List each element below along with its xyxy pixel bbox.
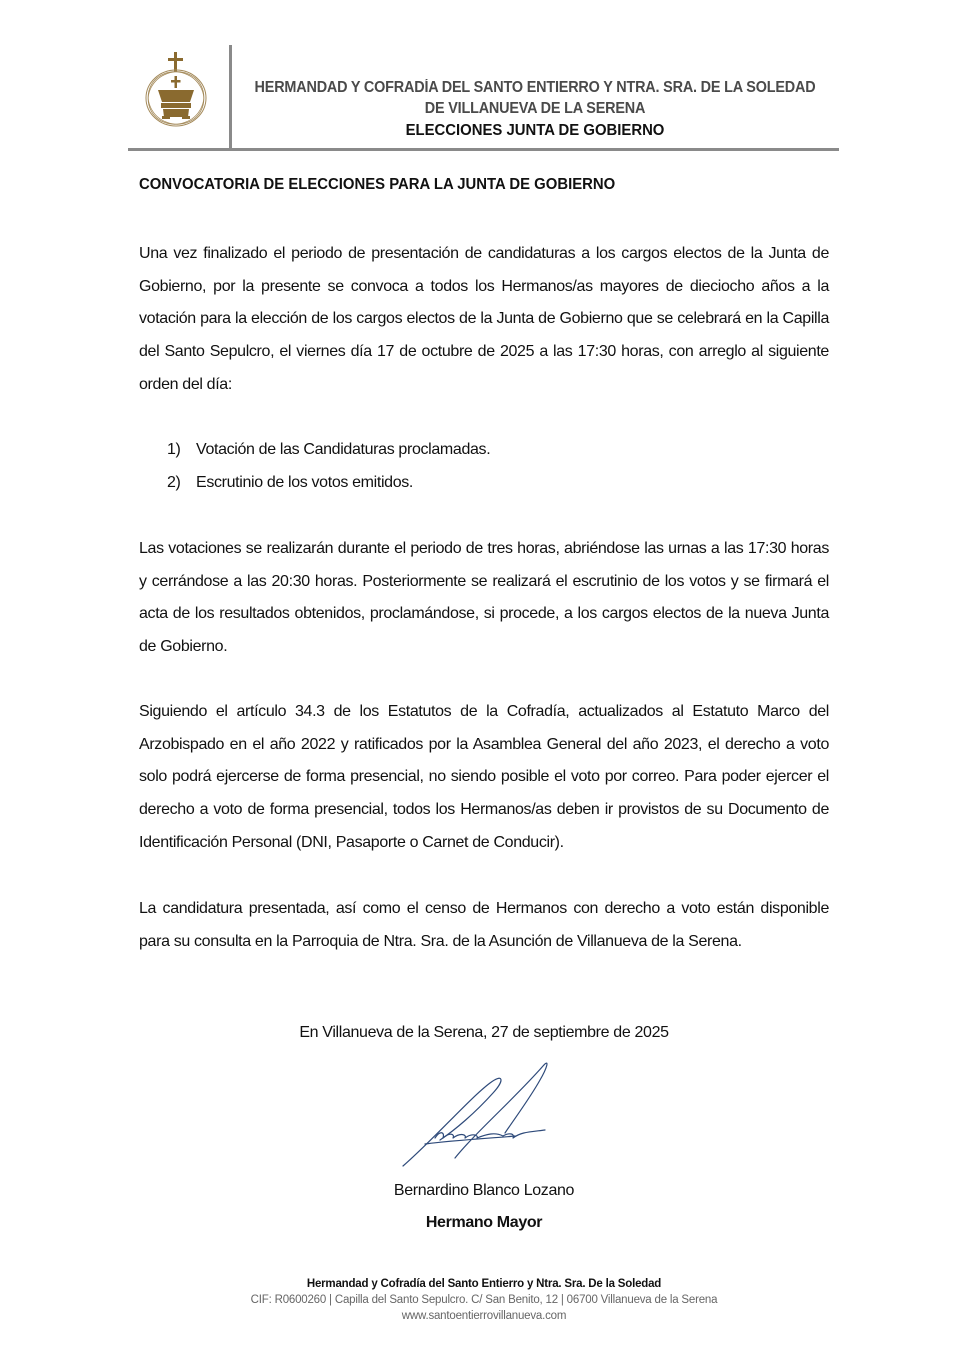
signer-role: Hermano Mayor [425, 1214, 543, 1231]
brotherhood-crest-icon [140, 50, 212, 130]
paragraph-candidature-census: La candidatura presentada, así como el censo de Hermanos con derecho a voto están disponible para su consulta en la Parroquia de Ntra. Sra. de la Asunción de Villanueva de la Serena. [139, 900, 829, 950]
agenda-list [167, 434, 490, 499]
footer-organization-name: Hermandad y Cofradía del Santo Entierro y Ntra. Sra. De la Soledad [306, 1278, 662, 1290]
page-footer [0, 1276, 968, 1324]
paragraph-convocation: Una vez finalizado el periodo de presentación de candidaturas a los cargos electos de la Junta de Gobierno, por la presente se convoca a todos los Hermanos/as mayores de dieciocho años a la votación para la elección de los cargos electos de la Junta de Gobierno que se celebrará en la Capilla del Santo Sepulcro, el viernes día 17 de octubre de 2025 a las 17:30 horas, con arreglo al siguiente orden del día: [139, 245, 829, 393]
signer-name: Bernardino Blanco Lozano [393, 1182, 575, 1199]
agenda-item-number: 2) [167, 473, 181, 491]
agenda-item-number: 1) [167, 441, 181, 458]
handwritten-signature-icon [395, 1058, 565, 1173]
agenda-item-text: Votación de las Candidaturas proclamadas. [196, 441, 491, 458]
organization-title-line2: DE VILLANUEVA DE LA SERENA [424, 100, 646, 117]
agenda-item [167, 467, 490, 500]
document-heading: CONVOCATORIA DE ELECCIONES PARA LA JUNTA DE GOBIERNO [139, 176, 616, 193]
agenda-item [167, 434, 490, 467]
organization-title-line1: HERMANDAD Y COFRADÍA DEL SANTO ENTIERRO Y NTRA. SRA. DE LA SOLEDAD [254, 79, 816, 96]
footer-address: CIF: R0600260 | Capilla del Santo Sepulcro. C/ San Benito, 12 | 06700 Villanueva de la Serena [250, 1294, 718, 1306]
agenda-item-text: Escrutinio de los votos emitidos. [196, 473, 413, 491]
header-vertical-divider [229, 45, 232, 151]
footer-website-link[interactable]: www.santoentierrovillanueva.com [401, 1310, 567, 1322]
organization-title [253, 77, 817, 119]
header-horizontal-rule [128, 148, 839, 151]
document-subtitle: ELECCIONES JUNTA DE GOBIERNO [405, 122, 665, 139]
paragraph-statutes: Siguiendo el artículo 34.3 de los Estatutos de la Cofradía, actualizados al Estatuto Marco del Arzobispado en el año 2022 y ratificados por la Asamblea General del año 2023, el derecho a voto solo podrá ejercerse de forma presencial, no siendo posible el voto por correo. Para poder ejercer el derecho a voto de forma presencial, todos los Hermanos/as deben ir provistos de su Documento de Identificación Personal (DNI, Pasaporte o Carnet de Conducir). [139, 703, 829, 851]
place-and-date: En Villanueva de la Serena, 27 de septiembre de 2025 [299, 1024, 669, 1041]
paragraph-voting-hours: Las votaciones se realizarán durante el periodo de tres horas, abriéndose las urnas a las 17:30 horas y cerrándose a las 20:30 horas. Posteriormente se realizará el escrutinio de los votos y se firmará el acta de los resultados obtenidos, proclamándose, si procede, a los cargos electos de la nueva Junta de Gobierno. [139, 540, 829, 656]
